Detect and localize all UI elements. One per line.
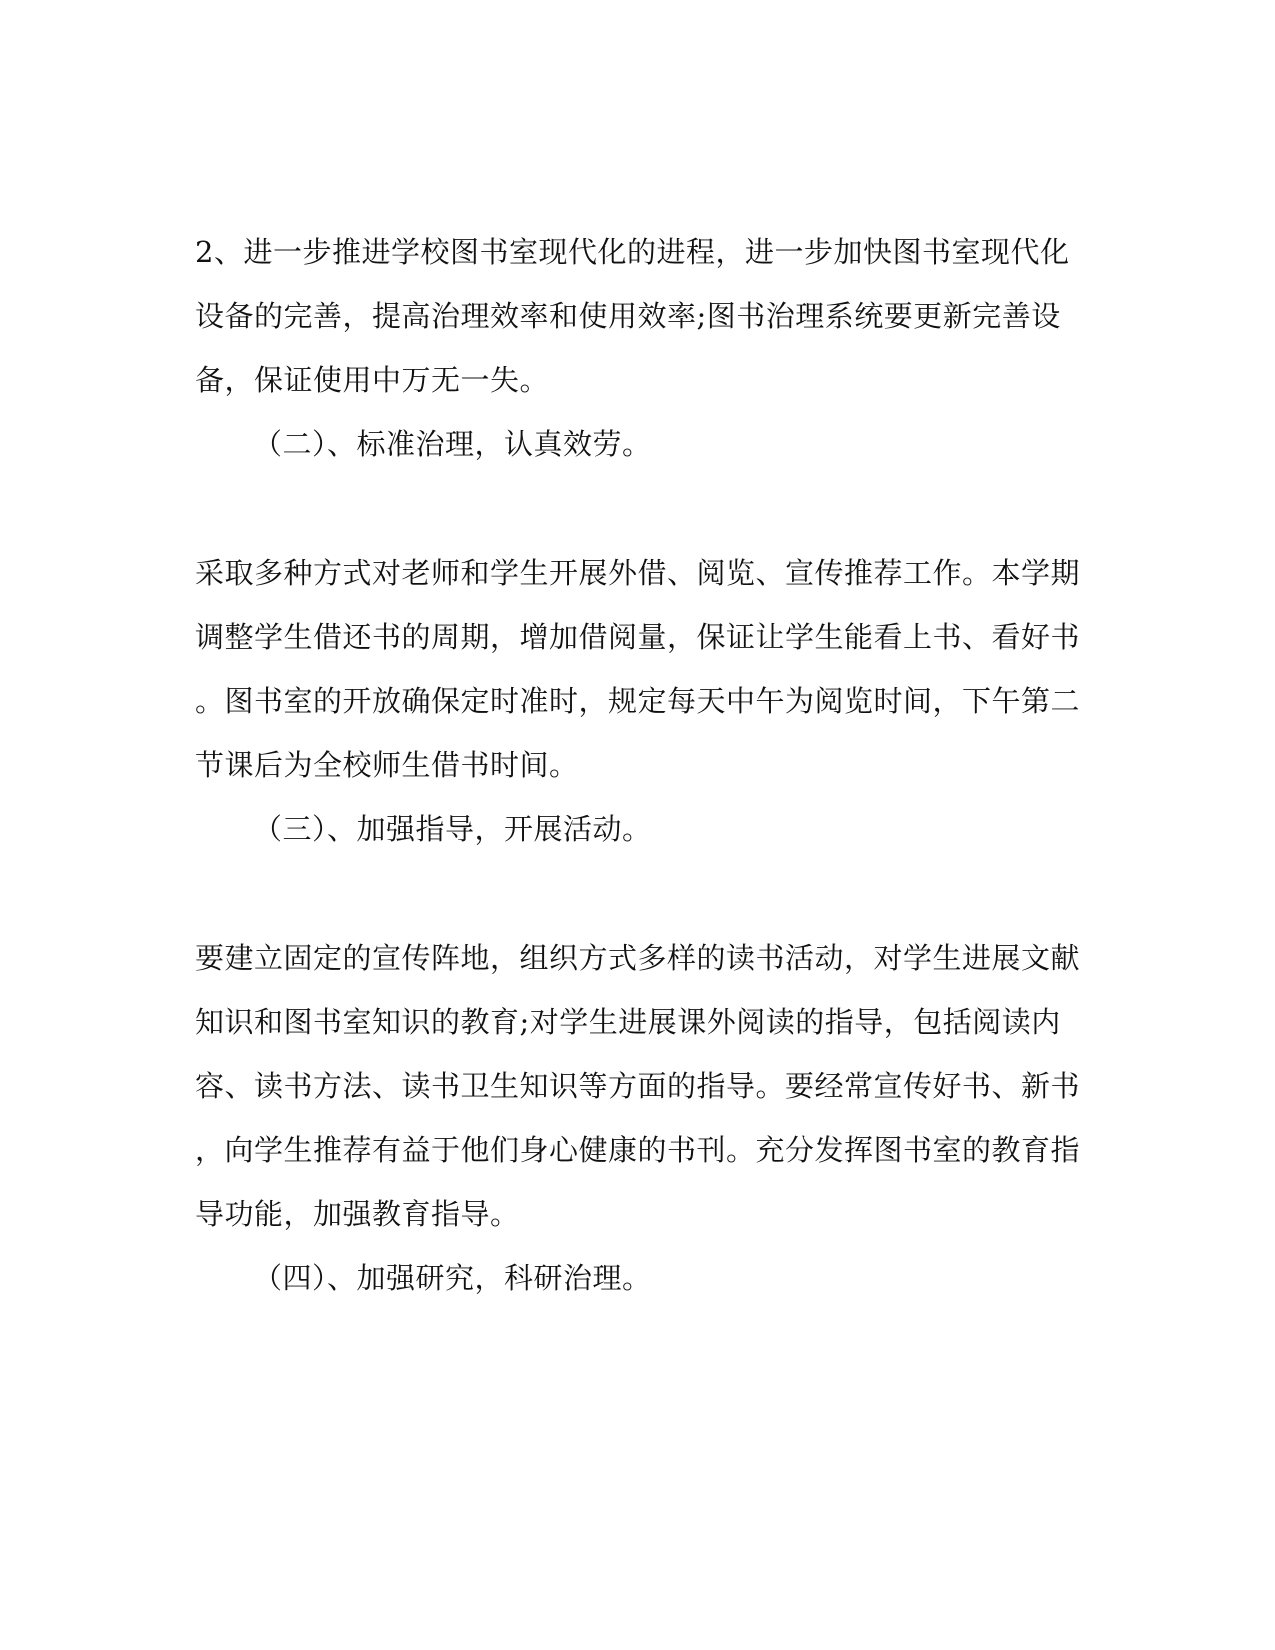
paragraph-1-line-3: 备，保证使用中万无一失。 — [195, 363, 550, 397]
paragraph-2-line-3: 。图书室的开放确保定时准时，规定每天中午为阅览时间，下午第二 — [195, 684, 1081, 718]
paragraph-1-line-1: 2、进一步推进学校图书室现代化的进程，进一步加快图书室现代化 — [195, 235, 1070, 269]
section-heading-4: （四）、加强研究，科研治理。 — [253, 1261, 652, 1295]
paragraph-3-line-5: 导功能，加强教育指导。 — [195, 1197, 520, 1231]
paragraph-3-line-2: 知识和图书室知识的教育;对学生进展课外阅读的指导，包括阅读内 — [195, 1005, 1061, 1039]
paragraph-3-line-1: 要建立固定的宣传阵地，组织方式多样的读书活动，对学生进展文献 — [195, 941, 1081, 975]
paragraph-3-line-4: ，向学生推荐有益于他们身心健康的书刊。充分发挥图书室的教育指 — [195, 1133, 1081, 1167]
section-heading-3: （三）、加强指导，开展活动。 — [253, 812, 652, 846]
paragraph-2-line-2: 调整学生借还书的周期，增加借阅量，保证让学生能看上书、看好书 — [195, 620, 1081, 654]
paragraph-1-line-2: 设备的完善，提高治理效率和使用效率;图书治理系统要更新完善设 — [195, 299, 1061, 333]
paragraph-2-line-4: 节课后为全校师生借书时间。 — [195, 748, 579, 782]
section-heading-2: （二）、标准治理，认真效劳。 — [253, 427, 652, 461]
paragraph-3-line-3: 容、读书方法、读书卫生知识等方面的指导。要经常宣传好书、新书 — [195, 1069, 1081, 1103]
paragraph-2-line-1: 采取多种方式对老师和学生开展外借、阅览、宣传推荐工作。本学期 — [195, 556, 1081, 590]
